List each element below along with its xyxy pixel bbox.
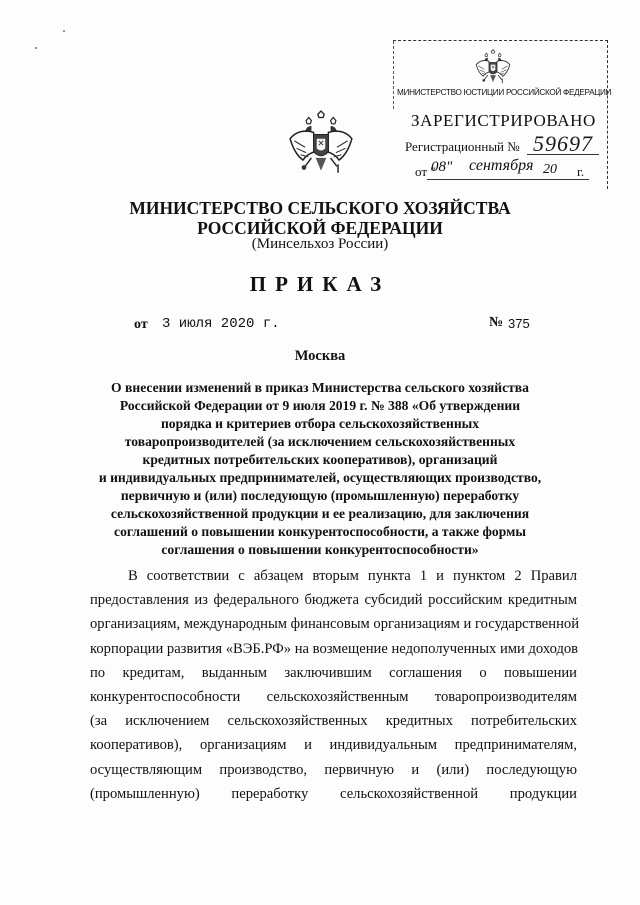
- stamp-left-border: [393, 41, 395, 109]
- order-subject: [0, 379, 640, 559]
- body-line: (за исключением сельскохозяйственных кредитных потребительских: [90, 713, 577, 730]
- registration-stamp: [393, 40, 612, 189]
- body-line: предоставления из федерального бюджета субсидий российским кредитным: [90, 592, 577, 609]
- body-line: организациям, международным финансовым организациям и государственной: [90, 616, 580, 633]
- body-line: корпорации развития «ВЭБ.РФ» на возмещение недополученных ими доходов: [90, 640, 579, 657]
- scan-dust-mark: [63, 30, 65, 32]
- stamp-emblem-eagle-icon: [475, 47, 511, 87]
- document-type-title: ПРИКАЗ: [249, 272, 391, 296]
- stamp-date-prefix: от ": [415, 164, 436, 179]
- date-value: 3 июля 2020 г.: [162, 316, 280, 332]
- stamp-registered-label: ЗАРЕГИСТРИРОВАНО: [411, 111, 596, 130]
- stamp-date-month: сентября: [469, 157, 534, 174]
- ministry-name-line: МИНИСТЕРСТВО СЕЛЬСКОГО ХОЗЯЙСТВА: [129, 198, 511, 218]
- body-line: кооперативов), организациям и индивидуальным предпринимателям,: [90, 737, 577, 754]
- date-label: от: [134, 317, 148, 332]
- stamp-underline: [527, 154, 599, 155]
- body-line: осуществляющим производство, первичную и (или) последующую: [90, 761, 577, 778]
- body-line: конкурентоспособности сельскохозяйственным товаропроизводителям: [90, 689, 577, 706]
- stamp-regnum-value: 59697: [533, 131, 593, 156]
- stamp-ministry-name: МИНИСТЕРСТВО ЮСТИЦИИ РОССИЙСКОЙ ФЕДЕРАЦИИ: [397, 88, 612, 97]
- subject-line: порядка и критериев отбора сельскохозяйственных: [160, 416, 480, 431]
- stamp-date-suffix: г.: [577, 164, 585, 179]
- subject-line: сельскохозяйственной продукции и ее реализацию, для заключения: [110, 506, 530, 521]
- subject-line: соглашения о повышении конкурентоспособности»: [161, 542, 479, 557]
- subject-line: и индивидуальных предпринимателей, осуществляющих производство,: [98, 470, 542, 485]
- city: Москва: [294, 348, 346, 364]
- main-emblem-eagle-icon: [288, 107, 354, 179]
- scan-dust-mark: [35, 47, 37, 49]
- subject-line: Российской Федерации от 9 июля 2019 г. № 388 «Об утверждении: [119, 398, 521, 413]
- subject-line: первичную и (или) последующую (промышленную) переработку: [120, 488, 520, 503]
- body-line: по кредитам, выданным заключившим соглашения о повышении: [90, 664, 577, 681]
- number-label: №: [489, 315, 504, 330]
- ministry-name: [0, 198, 640, 238]
- body-line: (промышленную) переработку сельскохозяйственной продукции: [90, 785, 577, 802]
- stamp-date-year: 20: [543, 162, 557, 177]
- stamp-date-day: 08": [431, 159, 453, 175]
- body-line: В соответствии с абзацем вторым пункта 1 и пунктом 2 Правил: [128, 568, 577, 584]
- body-paragraph: [90, 564, 580, 806]
- subject-line: соглашений о повышении конкурентоспособности, а также формы: [114, 524, 526, 539]
- subject-line: товаропроизводителей (за исключением сельскохозяйственных: [124, 434, 516, 449]
- stamp-regnum-label: Регистрационный №: [405, 139, 520, 154]
- stamp-underline: [427, 179, 589, 180]
- subject-line: О внесении изменений в приказ Министерства сельского хозяйства: [111, 380, 529, 395]
- number-value: 375: [508, 316, 530, 331]
- ministry-name-line: РОССИЙСКОЙ ФЕДЕРАЦИИ: [197, 218, 443, 238]
- ministry-short-name: (Минсельхоз России): [251, 236, 389, 252]
- subject-line: кредитных потребительских кооперативов), организаций: [142, 452, 498, 467]
